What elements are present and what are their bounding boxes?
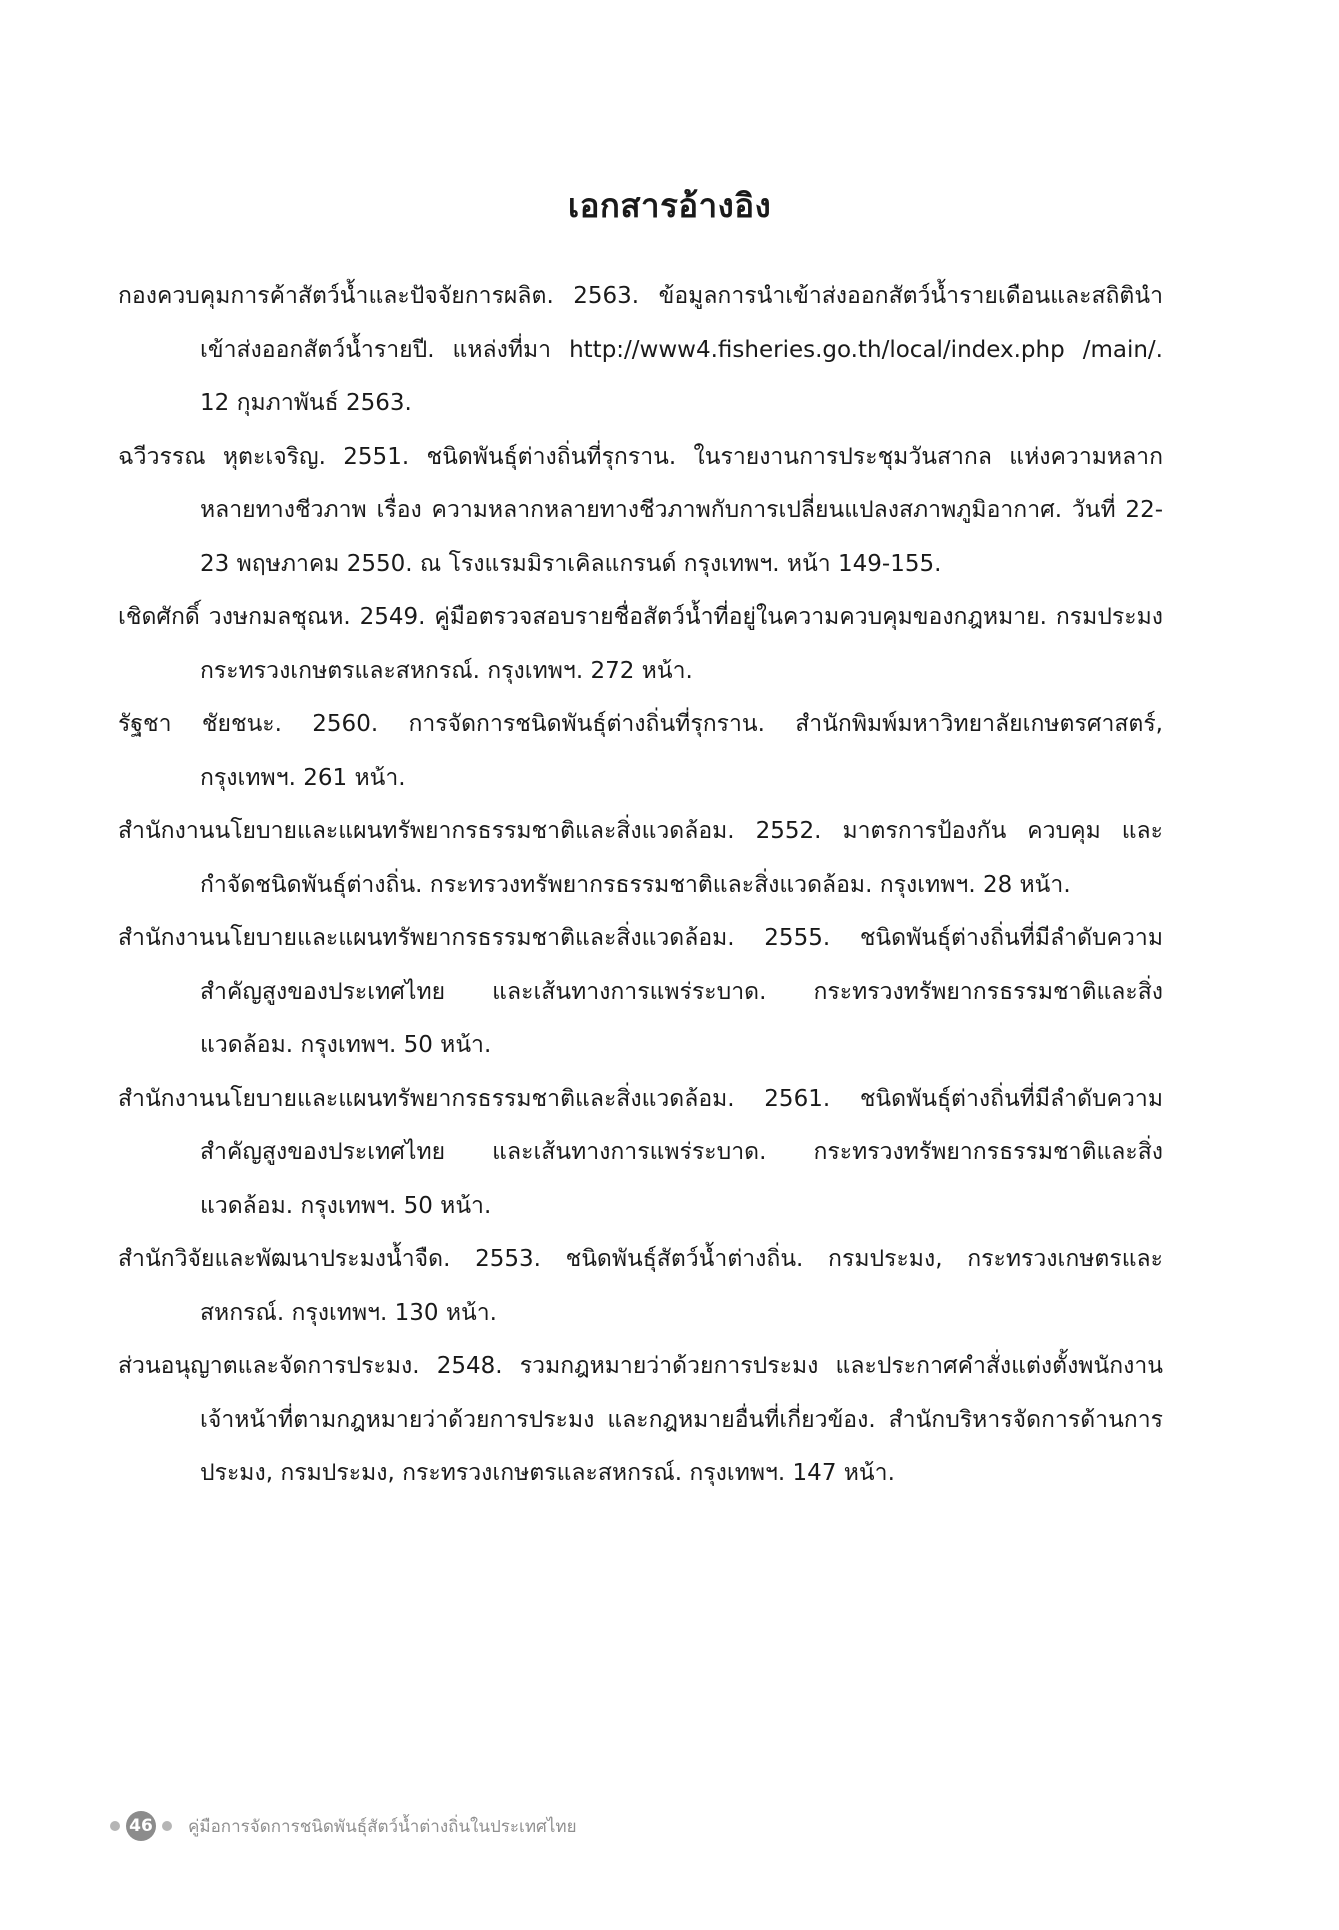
reference-item: สำนักงานนโยบายและแผนทรัพยากรธรรมชาติและสิ่งแวดล้อม. 2561. ชนิดพันธุ์ต่างถิ่นที่มีลำดับความสำคัญสูงของประเทศไทย และเส้นทางการแพร่ระบาด. กระทรวงทรัพยากรธรรมชาติและสิ่งแวดล้อม. กรุงเทพฯ. 50 หน้า.: [118, 1085, 1163, 1219]
page-number-badge: 46: [126, 1811, 156, 1841]
reference-item: สำนักวิจัยและพัฒนาประมงน้ำจืด. 2553. ชนิดพันธุ์สัตว์น้ำต่างถิ่น. กรมประมง, กระทรวงเกษตรและสหกรณ์. กรุงเทพฯ. 130 หน้า.: [118, 1246, 1163, 1326]
footer-dot-left: [110, 1821, 120, 1831]
page-footer: [110, 1808, 577, 1844]
reference-item: รัฐชา ชัยชนะ. 2560. การจัดการชนิดพันธุ์ต่างถิ่นที่รุกราน. สำนักพิมพ์มหาวิทยาลัยเกษตรศาสตร์, กรุงเทพฯ. 261 หน้า.: [118, 711, 1163, 791]
reference-list: [118, 270, 1163, 1501]
reference-item: สำนักงานนโยบายและแผนทรัพยากรธรรมชาติและสิ่งแวดล้อม. 2552. มาตรการป้องกัน ควบคุม และกำจัดชนิดพันธุ์ต่างถิ่น. กระทรวงทรัพยากรธรรมชาติและสิ่งแวดล้อม. กรุงเทพฯ. 28 หน้า.: [118, 818, 1163, 898]
reference-item: กองควบคุมการค้าสัตว์น้ำและปัจจัยการผลิต. 2563. ข้อมูลการนำเข้าส่งออกสัตว์น้ำรายเดือนและสถิตินำเข้าส่งออกสัตว์น้ำรายปี. แหล่งที่มา http://www4.fisheries.go.th/local/index.php /main/. 12 กุมภาพันธ์ 2563.: [118, 283, 1163, 416]
footer-book-title: คู่มือการจัดการชนิดพันธุ์สัตว์น้ำต่างถิ่นในประเทศไทย: [188, 1816, 577, 1837]
reference-item: ฉวีวรรณ หุตะเจริญ. 2551. ชนิดพันธุ์ต่างถิ่นที่รุกราน. ในรายงานการประชุมวันสากล แห่งความหลากหลายทางชีวภาพ เรื่อง ความหลากหลายทางชีวภาพกับการเปลี่ยนแปลงสภาพภูมิอากาศ. วันที่ 22-23 พฤษภาคม 2550. ณ โรงแรมมิราเคิลแกรนด์ กรุงเทพฯ. หน้า 149-155.: [118, 443, 1163, 577]
reference-item: เชิดศักดิ์ วงษกมลชุณห. 2549. คู่มือตรวจสอบรายชื่อสัตว์น้ำที่อยู่ในความควบคุมของกฎหมาย. กรมประมง กระทรวงเกษตรและสหกรณ์. กรุงเทพฯ. 272 หน้า.: [118, 604, 1163, 684]
page-title: เอกสารอ้างอิง: [567, 186, 772, 225]
reference-item: สำนักงานนโยบายและแผนทรัพยากรธรรมชาติและสิ่งแวดล้อม. 2555. ชนิดพันธุ์ต่างถิ่นที่มีลำดับความสำคัญสูงของประเทศไทย และเส้นทางการแพร่ระบาด. กระทรวงทรัพยากรธรรมชาติและสิ่งแวดล้อม. กรุงเทพฯ. 50 หน้า.: [118, 925, 1163, 1058]
reference-item: ส่วนอนุญาตและจัดการประมง. 2548. รวมกฎหมายว่าด้วยการประมง และประกาศคำสั่งแต่งตั้งพนักงานเจ้าหน้าที่ตามกฎหมายว่าด้วยการประมง และกฎหมายอื่นที่เกี่ยวข้อง. สำนักบริหารจัดการด้านการประมง, กรมประมง, กระทรวงเกษตรและสหกรณ์. กรุงเทพฯ. 147 หน้า.: [118, 1353, 1163, 1486]
footer-dot-right: [162, 1821, 172, 1831]
